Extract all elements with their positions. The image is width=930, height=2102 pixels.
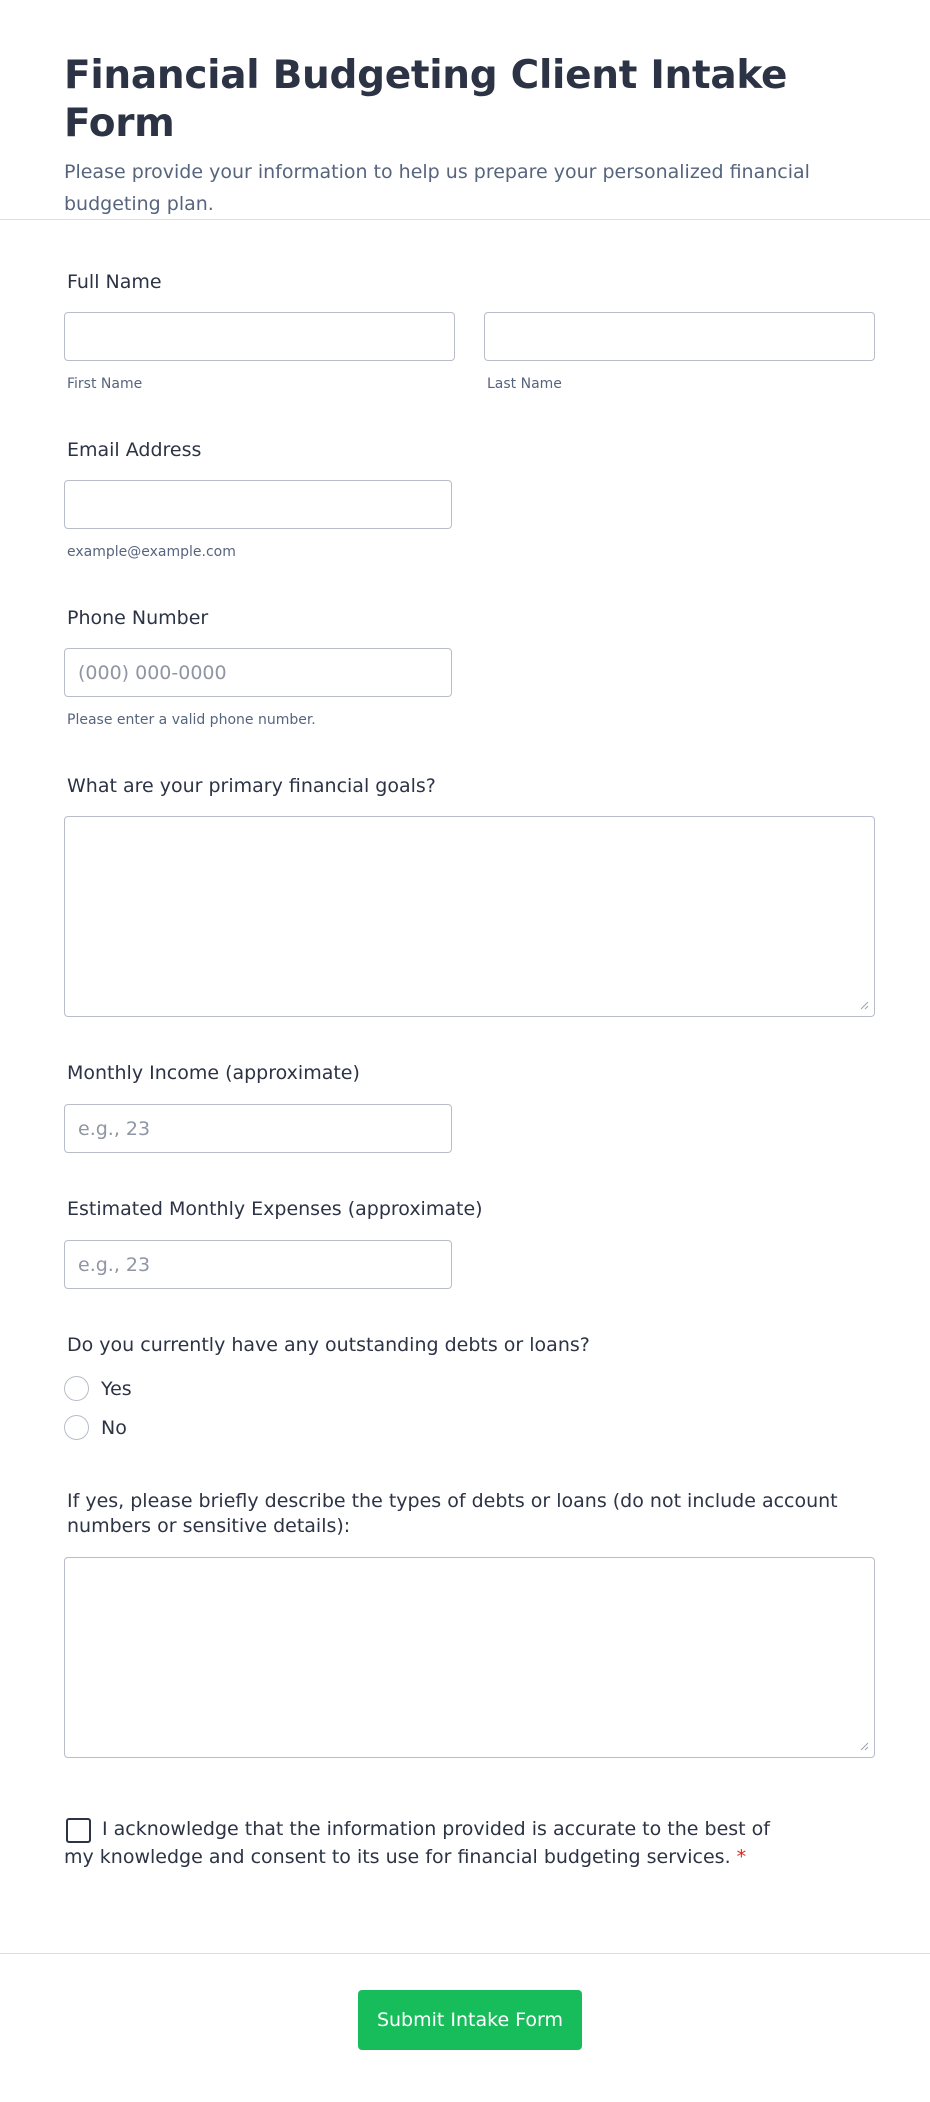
email-input[interactable] [64,480,452,529]
income-label: Monthly Income (approximate) [67,1062,360,1084]
resize-grip-icon[interactable] [860,1742,869,1751]
resize-grip-icon[interactable] [860,1001,869,1010]
last-name-input[interactable] [484,312,875,361]
radio-no-label: No [101,1416,127,1439]
phone-label: Phone Number [67,607,209,629]
form-header [0,0,930,220]
email-label: Email Address [67,439,202,461]
footer-divider [0,1953,930,1954]
submit-button[interactable]: Submit Intake Form [358,1990,582,2050]
last-name-sublabel: Last Name [487,376,562,392]
expenses-input[interactable] [64,1240,452,1289]
required-star: * [736,1846,747,1868]
goals-textarea[interactable] [64,816,875,1017]
income-input[interactable] [64,1104,452,1153]
expenses-label: Estimated Monthly Expenses (approximate) [67,1198,483,1220]
debt-details-label: If yes, please briefly describe the types of debts or loans (do not include account numbers or sensitive details): [67,1490,838,1537]
radio-yes-label: Yes [101,1377,132,1400]
page-subtitle: Please provide your information to help us prepare your personalized financial budgeting plan. [64,161,810,215]
phone-input[interactable] [64,648,452,697]
first-name-input[interactable] [64,312,455,361]
radio-option-no[interactable] [64,1415,127,1440]
radio-no-circle[interactable] [64,1415,89,1440]
acknowledgement-text: I acknowledge that the information provided is accurate to the best of my knowledge and consent to its use for financial budgeting services. [64,1818,770,1868]
acknowledgement-text-block [64,1815,784,1871]
full-name-label: Full Name [67,271,162,293]
debts-label: Do you currently have any outstanding debts or loans? [67,1334,590,1356]
goals-label: What are your primary financial goals? [67,775,436,797]
debt-details-textarea[interactable] [64,1557,875,1758]
email-sublabel: example@example.com [67,544,236,560]
first-name-sublabel: First Name [67,376,143,392]
page-title: Financial Budgeting Client Intake Form [64,53,788,146]
phone-sublabel: Please enter a valid phone number. [67,712,316,728]
radio-yes-circle[interactable] [64,1376,89,1401]
radio-option-yes[interactable] [64,1376,132,1401]
